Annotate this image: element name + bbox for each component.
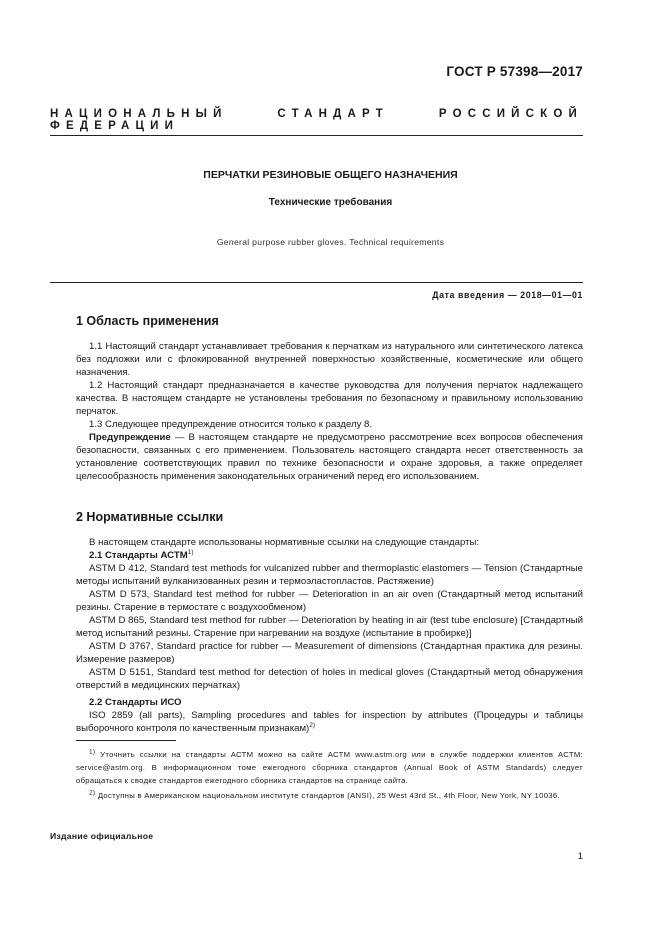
section-2-body xyxy=(76,536,583,735)
footnote-2: $^{2)}$ Доступны в Американском национальном институте стандартов (ANSI), 25 West 43rd St., 4th Floor, New York, NY 10036. xyxy=(89,789,560,800)
official-edition-label: Издание официальное xyxy=(50,831,154,841)
section-2-heading: 2 Нормативные ссылки xyxy=(76,510,224,524)
subsection-2-2-heading: 2.2 Стандарты ИСО xyxy=(89,697,182,708)
reference-item: ASTM D 412, Standard test methods for vulcanized rubber and thermoplastic elastomers — Tension (Стандартные методы испытаний вулканизованных резин и термоэластопластов. Растяжение) xyxy=(76,563,583,587)
subsection-2-1-heading: 2.1 Стандарты АСТМ$^{1)}$ xyxy=(89,548,194,561)
page-number: 1 xyxy=(577,851,583,862)
footnote-1: $^{1)}$ Уточнить ссылки на стандарты АСТМ можно на сайте АСТМ www.astm.org или в службе поддержки клиентов АСТМ: service@astm.org. В информационном томе ежегодного сборника стандартов (Annual Book of ASTM Standards) следует обращаться к сводке стандартов ежегодного сборника стандартов на странице сайта. xyxy=(76,748,583,785)
document-title: ПЕРЧАТКИ РЕЗИНОВЫЕ ОБЩЕГО НАЗНАЧЕНИЯ xyxy=(203,169,458,181)
english-title: General purpose rubber gloves. Technical requirements xyxy=(216,237,445,247)
paragraph-1-3: 1.3 Следующее предупреждение относится только к разделу 8. xyxy=(89,419,373,430)
header-word: ФЕДЕРАЦИИ xyxy=(50,120,180,132)
reference-item: ASTM D 865, Standard test method for rubber — Deterioration by heating in air (test tube enclosure) [Стандартный метод испытаний резины. Старение при нагревании на воздухе (испытание в пробирке)] xyxy=(76,615,583,639)
warning-text: — В настоящем стандарте не предусмотрено рассмотрение всех вопросов обеспечения безопасности, связанных с его применением. Пользователь настоящего стандарта несет ответственность за установление соответствующих правил по технике безопасности и охране здоровья, а также определяет целесообразность применения законодательных ограничений перед его использованием. xyxy=(76,432,583,482)
section-2-intro: В настоящем стандарте использованы нормативные ссылки на следующие стандарты: xyxy=(89,537,480,548)
reference-item: ISO 2859 (all parts), Sampling procedures and tables for inspection by attributes (Процедуры и таблицы выборочного контроля по качественным признакам)$^{2)}$ xyxy=(76,710,583,734)
introduction-date: Дата введения — 2018—01—01 xyxy=(432,290,583,300)
footnotes xyxy=(76,748,583,802)
header-word: РОССИЙСКОЙ xyxy=(438,108,583,120)
reference-item: ASTM D 5151, Standard test method for detection of holes in medical gloves (Стандартный метод обнаружения отверстий в медицинских перчатках) xyxy=(76,667,583,691)
footnote-ref-1[interactable]: 1) xyxy=(187,548,194,556)
header-word: НАЦИОНАЛЬНЫЙ xyxy=(50,108,228,120)
footnote-rule xyxy=(76,740,176,741)
header-word: СТАНДАРТ xyxy=(277,108,389,120)
national-standard-header xyxy=(50,108,583,132)
date-rule xyxy=(50,282,583,283)
warning-paragraph xyxy=(76,431,583,483)
document-subtitle: Технические требования xyxy=(268,197,393,208)
reference-item: ASTM D 573, Standard test method for rubber — Deterioration in an air oven (Стандартный метод испытаний резины. Старение в термостате с воздухообменом) xyxy=(76,589,583,613)
warning-label: Предупреждение xyxy=(89,432,171,443)
section-1-body xyxy=(76,340,583,483)
document-code: ГОСТ Р 57398—2017 xyxy=(446,64,583,79)
header-rule xyxy=(50,135,583,136)
paragraph-1-1: 1.1 Настоящий стандарт устанавливает требования к перчаткам из натурального или синтетического латекса без подложки или с флокированной внутренней поверхностью хозяйственные, косметические или общего назначения. xyxy=(76,341,583,378)
section-1-heading: 1 Область применения xyxy=(76,314,219,328)
reference-item: ASTM D 3767, Standard practice for rubber — Measurement of dimensions (Стандартная практика для резины. Измерение размеров) xyxy=(76,641,583,665)
footnote-ref-2[interactable]: 2) xyxy=(309,721,316,729)
paragraph-1-2: 1.2 Настоящий стандарт предназначается в качестве руководства для получения перчаток надлежащего качества. В настоящем стандарте не установлены требования по безопасному и правильному использованию перчаток. xyxy=(76,380,583,417)
